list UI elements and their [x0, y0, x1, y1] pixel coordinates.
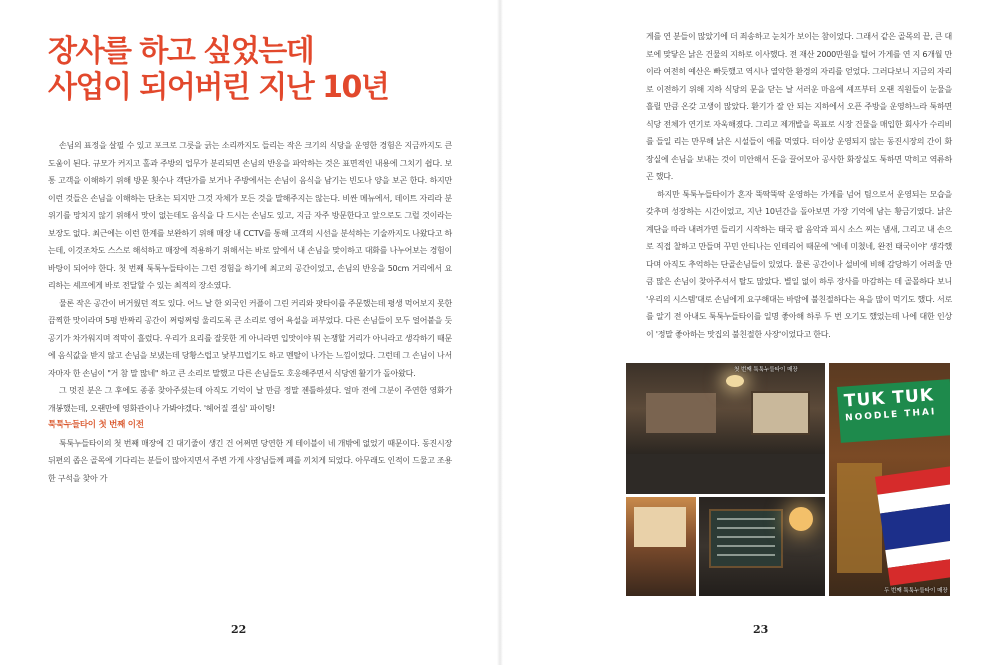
left-body-column — [48, 137, 452, 487]
photo-caption-bottom: 두 번째 툭툭누들타이 매장 — [884, 588, 948, 594]
right-body-column — [646, 28, 952, 343]
body-paragraph: 그 멋진 분은 그 후에도 종종 찾아주셨는데 아직도 기억이 날 만큼 정말 젠틀하셨다. 얼마 전에 그분이 주연한 영화가 개봉했는데, 오랜만에 영화관이나 가봐야겠다. '헤어질 결심' 파이팅! — [48, 386, 452, 413]
body-paragraph: 손님의 표정을 살필 수 있고 포크로 그릇을 긁는 소리까지도 들리는 작은 크기의 식당을 운영한 경험은 지금까지도 큰 도움이 된다. 규모가 커지고 홀과 주방의 업무가 분리되면 손님의 반응을 파악하는 것은 표면적인 내용에 그치기 쉽다. 보통 고객을 이해하기 위해 방문 횟수나 객단가를 보거나 주방에서는 손님이 음식을 남기는 빈도나 양을 보곤 한다. 하지만 이런 것들은 손님을 이해하는 단초는 되지만 그것 자체가 모든 것을 말해주지는 않는다. 비싼 메뉴에서, 데이트 자리라 분위기를 망치지 않기 위해서 맛이 없는데도 음식을 다 드시는 손님도 있고, 지금 자주 방문한다고 앞으로도 그럴 것이라는 보장도 없다. 최근에는 이런 한계를 보완하기 위해 매장 내 CCTV를 통해 고객의 시선을 분석하는 기술까지도 나왔다고 하는데, 이것조차도 스스로 해석하고 매장에 적용하기 위해서는 바로 앞에서 내 손님을 맞이하고 대화를 나누어보는 경험이 바탕이 되어야 한다. 첫 번째 툭툭누들타이는 그런 경험을 하기에 최고의 공간이었고, 손님의 반응을 50cm 거리에서 요리하는 셰프에게 바로 전달할 수 있는 최적의 장소였다. — [48, 141, 452, 290]
page-number-right: 23 — [753, 623, 769, 636]
photo-first-store-interior — [626, 363, 825, 494]
chapter-title — [48, 34, 468, 106]
chapter-title-line-1: 장사를 하고 싶었는데 — [48, 34, 314, 69]
chapter-title-line-2: 사업이 되어버린 지난 10년 — [48, 70, 389, 105]
book-gutter — [497, 0, 503, 665]
body-paragraph-continued: 게를 연 분들이 많았기에 더 죄송하고 눈치가 보이는 참이었다. 그래서 같은 골목의 끝, 큰 대로에 맞닿은 낡은 건물의 지하로 이사했다. 전 재산 2000만원을 털어 가게를 연 지 6개월 만이라 여전히 예산은 빠듯했고 역시나 열악한 환경의 자리를 얻었다. 그러다보니 지금의 자리로 이전하기 위해 지하 식당의 문을 닫는 날 서러운 마음에 셰프부터 오랜 직원들이 눈물을 흘릴 만큼 온갖 고생이 많았다. 환기가 잘 안 되는 지하에서 오픈 주방을 운영하느라 툭하면 식당 전체가 연기로 자욱해졌다. 그리고 제개발을 목표로 시장 건물을 매입한 회사가 수리비를 들일 리는 만무해 낡은 시설들이 애를 먹였다. 더이상 운영되지 않는 동진시장의 간이 화장실에 손님을 보내는 것이 미안해서 돈을 끌어모아 공사한 화장실도 툭하면 막히고 역류하곤 했다. — [646, 32, 952, 181]
photo-lamp — [726, 375, 744, 387]
body-paragraph: 툭툭누들타이의 첫 번째 매장에 긴 대기줄이 생긴 건 어쩌면 당연한 게 테이블이 네 개밖에 없었기 때문이다. 동진시장 뒤편의 좁은 골목에 기다리는 분들이 많아지면서 주변 가게 사장님들께 폐를 끼치게 되었다. 아무래도 인적이 드물고 조용한 구석을 찾아 가 — [48, 438, 452, 483]
body-paragraph: 하지만 툭툭누들타이가 혼자 뚝딱뚝딱 운영하는 가게를 넘어 팀으로서 운영되는 모습을 갖추며 성장하는 시간이었고, 지난 10년간을 돌아보면 가장 기억에 남는 황금기였다. 낡은 계단을 따라 내려가면 들리기 시작하는 태국 팝 음악과 피시 소스 찌는 냄새, 그리고 내 손으로 직접 찰하고 만들며 꾸민 안티나는 인테리어 때문에 '에네 미쳤네, 완전 태국이야' 생각했다며 아직도 추억하는 단골손님들이 있었다. 물론 공간이나 설비에 비해 감당하기 어려울 만큼 많은 손님이 찾아주셔서 탈도 많았다. 별일 없이 하루 장사를 마감하는 데 골몰하다 보니 '우리의 시스템'대로 손님에게 요구해대는 바람에 불친절하다는 욕을 많이 먹기도 했다. 서로를 알기 전 아내도 툭툭누들타이를 일명 좋아해 하루 두 번 오기도 했었는데 나에 대한 인상이 '정말 좋아하는 맛집의 불친절한 사장'이었다고 한다. — [646, 189, 952, 339]
photo-caption-top: 첫 번째 툭툭누들타이 매장 — [734, 367, 798, 373]
photo-collage — [626, 363, 950, 596]
photo-second-store-front — [829, 363, 950, 596]
sign-line-2: NOODLE THAI — [844, 407, 937, 424]
thai-flag — [875, 466, 950, 568]
photo-store-sign — [837, 379, 950, 443]
sign-line-1: TUK TUK — [843, 385, 935, 412]
photo-light — [789, 507, 813, 531]
photo-shelf — [646, 393, 716, 433]
photo-counter — [626, 454, 825, 494]
photo-chalkboard-board — [709, 509, 783, 568]
photo-store-detail — [626, 497, 696, 596]
body-paragraph: 물론 작은 공간이 버거웠던 적도 있다. 어느 날 한 외국인 커플이 그린 커리와 팟타이를 주문했는데 평생 먹어보지 못한 끔찍한 맛이라며 5평 반짜리 공간이 쩌렁쩌렁 울리도록 큰 소리로 영어 욕설을 퍼부었다. 다른 손님들이 모두 얼어붙을 듯 공기가 차가워지며 적막이 흘렀다. 우리가 요리를 잘못한 게 아니라면 입맛이야 뭐 논쟁할 거리가 아니라고 생각하기 때문에 음식값을 받지 않고 손님을 보냈는데 당황스럽고 낯부끄럽기도 하고 멘탈이 나가는 느낌이었다. 그런데 그 손님이 나서자마자 한 손님이 "거 참 말 많네" 하고 큰 소리로 말했고 다른 손님들도 호응해주면서 식당엔 활기가 돌아왔다. — [48, 298, 452, 378]
photo-menu-card — [634, 507, 686, 547]
section-heading: 툭툭누들타이 첫 번째 이전 — [48, 420, 144, 430]
page-number-left: 22 — [231, 623, 247, 636]
photo-chalkboard — [699, 497, 825, 596]
photo-menu-board — [751, 391, 810, 435]
